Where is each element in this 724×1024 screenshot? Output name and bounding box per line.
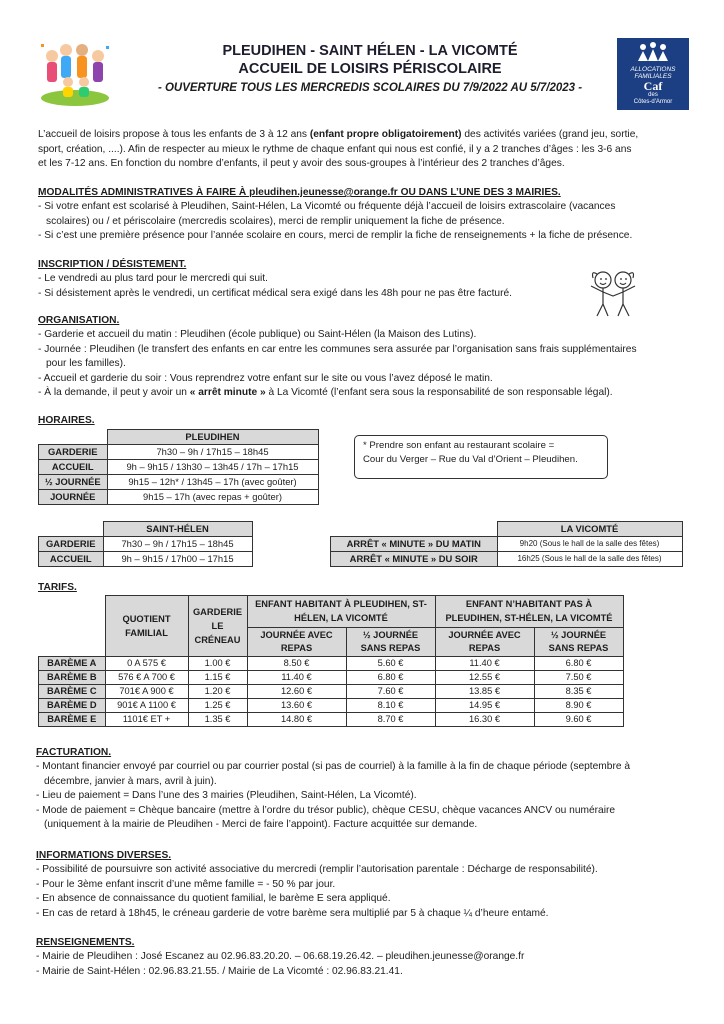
organisation-bullet-4 [38,386,698,401]
table-row [39,713,624,727]
non-habitant-journee-cell: 11.40 € [435,657,534,671]
quotient-cell: 1101€ ET + [105,713,188,727]
page-subtitle: ACCUEIL DE LOISIRS PÉRISCOLAIRE [238,61,502,77]
row-value: 16h25 (Sous le hall de la salle des fêtes) [497,552,682,567]
intro-text-bold: (enfant propre obligatoirement) [309,129,462,140]
table-row [331,537,683,552]
quotient-cell: 576 € A 700 € [105,671,188,685]
row-value: 9h15 – 17h (avec repas + goûter) [107,490,318,505]
intro-line-3: et les 7-12 ans. En fonction du nombre d’enfants, il peut y avoir des sous-groupes à l’intérieur des 2 tranches d’âges. [38,158,565,169]
section-inscription [38,258,598,301]
habitant-journee-cell: 13.60 € [247,699,346,713]
quotient-cell: 901€ A 1100 € [105,699,188,713]
section-infos [36,849,698,921]
habitant-demi-cell: 8.10 € [346,699,435,713]
caf-top-text: ALLOCATIONS FAMILIALES [630,66,676,80]
habitant-journee-cell: 8.50 € [247,657,346,671]
caf-sub2: Côtes-d'Armor [633,99,673,105]
quotient-cell: 0 A 575 € [105,657,188,671]
table-row [39,657,624,671]
table-row [39,430,319,445]
row-label: GARDERIE [39,445,108,460]
row-value: 7h30 – 9h / 17h15 – 18h45 [103,537,252,552]
arret-text-c: à La Vicomté (l’enfant sera sous la responsabilité de son responsable légal). [265,387,613,398]
infos-bullet-4: - En cas de retard à 18h45, le créneau garderie de votre barème sera multiplié par 5 à chaque ¼ d’heure entamé. [36,907,549,919]
row-value: 9h15 – 12h* / 13h45 – 17h (avec goûter) [107,475,318,490]
renseignements-bullet-1: - Mairie de Pleudihen : José Escanez au 02.96.83.20.20. – 06.68.19.26.42. – pleudihen.jeunesse@orange.fr [36,951,525,962]
infos-bullet-2: - Pour le 3ème enfant inscrit d’une même famille = - 50 % par jour. [36,878,336,890]
row-value: 7h30 – 9h / 17h15 – 18h45 [107,445,318,460]
note-line-2: Cour du Verger – Rue du Val d’Orient – Pleudihen. [363,454,578,465]
horaires-sainthelen-table [38,521,253,567]
row-label: ACCUEIL [39,552,104,567]
habitant-journee-cell: 14.80 € [247,713,346,727]
table-row [39,699,624,713]
intro-line-1 [38,128,690,143]
non-habitant-journee-cell: 14.95 € [435,699,534,713]
tarifs-heading: TARIFS. [38,582,77,593]
facturation-bullet-1a: - Montant financier envoyé par courriel ou par courrier postal (si pas de courriel) à la famille à la fin de chaque période (septembre à [36,761,631,772]
table-row [39,460,319,475]
bareme-label: BARÈME C [39,685,106,699]
non-habitant-demi-cell: 7.50 € [534,671,623,685]
organisation-bullet-3: - Accueil et garderie du soir : Vous reprendrez votre enfant sur le site ou vous l’avez déposé le matin. [38,372,493,384]
row-label: ARRÊT « MINUTE » DU MATIN [331,537,498,552]
section-renseignements [36,936,698,979]
non-habitant-journee-cell: 16.30 € [435,713,534,727]
garderie-cell: 1.20 € [188,685,247,699]
infos-bullet-1: - Possibilité de poursuivre son activité associative du mercredi (remplir l’autorisation parentale : Décharge de responsabilité). [36,864,598,875]
organisation-bullet-2b: pour les familles). [46,358,126,369]
infos-bullet-3: - En absence de connaissance du quotient familial, le barème E sera appliqué. [36,893,391,904]
pleudihen-header: PLEUDIHEN [107,430,318,445]
non-habitant-journee-cell: 12.55 € [435,671,534,685]
horaires-heading: HORAIRES. [38,415,95,426]
row-value: 9h – 9h15 / 13h30 – 13h45 / 17h – 17h15 [107,460,318,475]
modalites-bullet-1b: scolaires) ou / et périscolaire (mercredis scolaires), merci de remplir uniquement la fiche de présence. [46,215,505,227]
table-row [39,490,319,505]
habitant-journee-cell: 11.40 € [247,671,346,685]
infos-heading: INFORMATIONS DIVERSES. [36,850,172,861]
bareme-label: BARÈME D [39,699,106,713]
table-row [39,596,624,628]
habitant-header: ENFANT HABITANT À PLEUDIHEN, ST-HÉLEN, LA VICOMTÉ [247,596,435,628]
non-habitant-demi-header: ½ JOURNÉE SANS REPAS [534,627,623,656]
page-title: PLEUDIHEN - SAINT HÉLEN - LA VICOMTÉ [222,43,518,59]
non-habitant-demi-cell: 6.80 € [534,657,623,671]
habitant-demi-cell: 6.80 € [346,671,435,685]
habitant-journee-header: JOURNÉE AVEC REPAS [247,627,346,656]
row-value: 9h20 (Sous le hall de la salle des fêtes) [497,537,682,552]
caf-people-icon [635,41,671,65]
caf-name: Caf [643,79,663,93]
horaires-vicomte-table [330,521,683,567]
restaurant-note-box [354,435,608,479]
organisation-heading: ORGANISATION. [38,315,120,326]
organisation-bullet-2a: - Journée : Pleudihen (le transfert des enfants en car entre les communes sera assurée par l’organisation sans frais supplémentaires [38,343,637,355]
garderie-cell: 1.35 € [188,713,247,727]
modalites-bullet-1a: - Si votre enfant est scolarisé à Pleudihen, Saint-Hélen, La Vicomté ou fréquente déjà l’accueil de loisirs extrascolaire (vacances [38,201,616,212]
garderie-cell: 1.15 € [188,671,247,685]
renseignements-bullet-2: - Mairie de Saint-Hélen : 02.96.83.21.55. / Mairie de La Vicomté : 02.96.83.21.41. [36,965,403,977]
table-row [39,552,253,567]
habitant-demi-cell: 5.60 € [346,657,435,671]
non-habitant-journee-cell: 13.85 € [435,685,534,699]
renseignements-heading: RENSEIGNEMENTS. [36,937,135,948]
quotient-header: QUOTIENT FAMILIAL [105,596,188,657]
inscription-bullet-1: - Le vendredi au plus tard pour le mercredi qui suit. [38,273,268,284]
kids-illustration-icon [38,38,112,108]
empty-cell [331,522,498,537]
row-label: JOURNÉE [39,490,108,505]
empty-cell [39,522,104,537]
facturation-bullet-2: - Lieu de paiement = Dans l’une des 3 mairies (Pleudihen, Saint-Hélen, La Vicomté). [36,790,417,801]
intro-text-a: L’accueil de loisirs propose à tous les enfants de 3 à 12 ans [38,129,310,140]
habitant-demi-header: ½ JOURNÉE SANS REPAS [346,627,435,656]
intro-paragraph [38,128,690,172]
opening-dates: - OUVERTURE TOUS LES MERCREDIS SCOLAIRES DU 7/9/2022 AU 5/7/2023 - [157,82,583,94]
section-facturation [36,746,698,833]
arret-text-a: - À la demande, il peut y avoir un [38,387,190,398]
table-row [39,685,624,699]
table-row [39,537,253,552]
arret-minute-bold: « arrêt minute » [189,387,266,398]
facturation-bullet-1b: décembre, janvier à mars, avril à juin). [44,775,217,787]
intro-line-2: sport, création, ....). Afin de respecter au mieux le rythme de chaque enfant qui nous est confié, il y a 2 tranches d’âges : les 3-6 ans [38,143,632,155]
table-row [331,552,683,567]
title-block [130,42,610,96]
non-habitant-journee-header: JOURNÉE AVEC REPAS [435,627,534,656]
inscription-heading: INSCRIPTION / DÉSISTEMENT. [38,259,187,270]
table-row [39,671,624,685]
inscription-bullet-2: - Si désistement après le vendredi, un certificat médical sera exigé dans les 48h pour ne pas être facturé. [38,287,512,299]
row-label: ARRÊT « MINUTE » DU SOIR [331,552,498,567]
sainthelen-header: SAINT-HÉLEN [103,522,252,537]
table-row [39,445,319,460]
facturation-bullet-3a: - Mode de paiement = Chèque bancaire (mettre à l’ordre du trésor public), chèque CESU, chèque vacances ANCV ou numéraire [36,804,616,816]
bareme-label: BARÈME A [39,657,106,671]
quotient-cell: 701€ A 900 € [105,685,188,699]
modalites-bullet-2: - Si c’est une première présence pour l’année scolaire en cours, merci de remplir la fiche de renseignements + la fiche de présence. [38,230,633,241]
section-organisation [38,314,698,401]
bareme-label: BARÈME E [39,713,106,727]
habitant-demi-cell: 8.70 € [346,713,435,727]
garderie-cell: 1.25 € [188,699,247,713]
row-value: 9h – 9h15 / 17h00 – 17h15 [103,552,252,567]
row-label: ACCUEIL [39,460,108,475]
bareme-label: BARÈME B [39,671,106,685]
note-line-1: * Prendre son enfant au restaurant scolaire = [363,440,555,451]
organisation-bullet-1: - Garderie et accueil du matin : Pleudihen (école publique) ou Saint-Hélen (la Maison des Lutins). [38,329,477,340]
caf-logo-icon [617,38,689,110]
section-modalites [38,186,698,244]
table-row [39,522,253,537]
facturation-heading: FACTURATION. [36,747,112,758]
horaires-pleudihen-table [38,429,319,505]
habitant-journee-cell: 12.60 € [247,685,346,699]
empty-cell [39,430,108,445]
tarifs-table [38,595,624,727]
row-label: ½ JOURNÉE [39,475,108,490]
non-habitant-demi-cell: 9.60 € [534,713,623,727]
children-doodle-icon [583,266,645,318]
garderie-header: GARDERIE LE CRÉNEAU [188,596,247,657]
intro-text-c: des activités variées (grand jeu, sortie, [461,129,639,140]
non-habitant-demi-cell: 8.35 € [534,685,623,699]
non-habitant-header: ENFANT N’HABITANT PAS À PLEUDIHEN, ST-HÉLEN, LA VICOMTÉ [435,596,623,628]
empty-cell [39,596,106,657]
row-label: GARDERIE [39,537,104,552]
habitant-demi-cell: 7.60 € [346,685,435,699]
vicomte-header: LA VICOMTÉ [497,522,682,537]
caf-sub1: des [648,92,658,98]
facturation-bullet-3b: (uniquement à la mairie de Pleudihen - Merci de faire l’appoint). Facture acquittée sur demande. [44,819,478,830]
table-row [39,475,319,490]
table-row [331,522,683,537]
garderie-cell: 1.00 € [188,657,247,671]
non-habitant-demi-cell: 8.90 € [534,699,623,713]
modalites-heading: MODALITÉS ADMINISTRATIVES À FAIRE À pleudihen.jeunesse@orange.fr OU DANS L’UNE DES 3 MAIRIES. [38,187,561,198]
